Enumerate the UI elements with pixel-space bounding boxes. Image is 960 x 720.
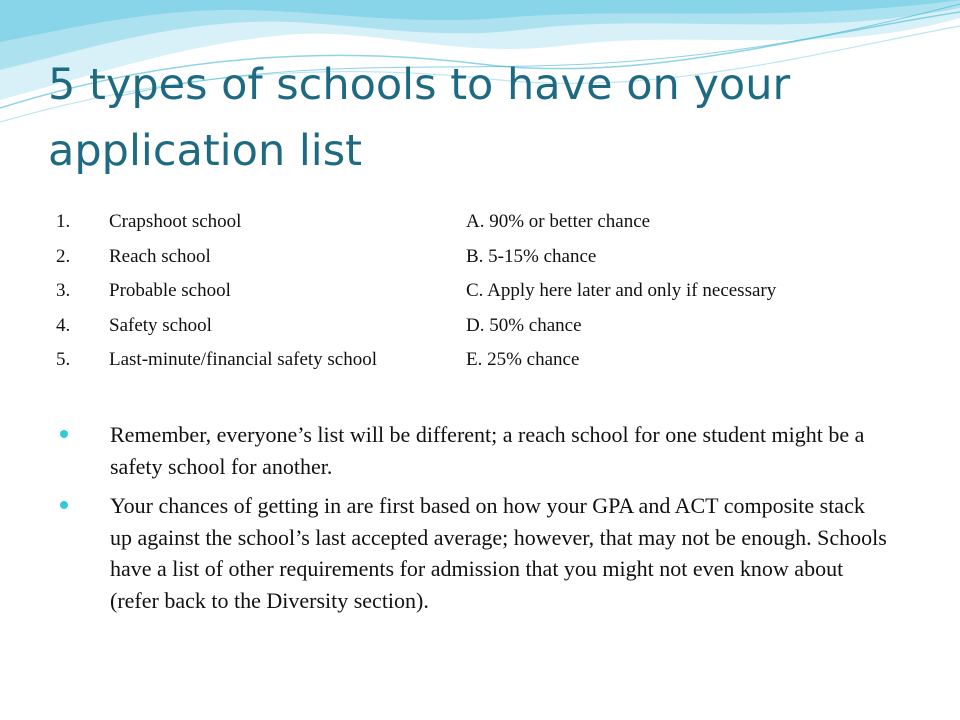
item-number: 4. [56, 314, 71, 336]
list-item [56, 240, 936, 275]
list-item [56, 343, 936, 378]
slide-title: 5 types of schools to have on your application list [48, 60, 791, 176]
item-number: 2. [56, 245, 71, 267]
chance-option: D. 50% chance [466, 314, 582, 336]
item-number: 3. [56, 280, 71, 302]
chance-option: A. 90% or better chance [466, 211, 651, 233]
bullet-item [60, 419, 890, 482]
school-type: Safety school [109, 314, 212, 336]
bullet-item [60, 490, 890, 616]
chance-option: B. 5-15% chance [466, 245, 597, 267]
chance-option: C. Apply here later and only if necessary [466, 280, 777, 302]
school-type: Reach school [109, 245, 211, 267]
list-item [56, 309, 936, 344]
bullet-points [60, 419, 890, 624]
school-type: Last-minute/financial safety school [109, 349, 378, 371]
bullet-text: Remember, everyone’s list will be different; a reach school for one student might be a safety school for another. [110, 422, 865, 479]
list-item [56, 274, 936, 309]
school-type: Probable school [109, 280, 231, 302]
bullet-text: Your chances of getting in are first based on how your GPA and ACT composite stack up against the school’s last accepted average; however, that may not be enough. Schools have a list of other requirements for admission that you might not even know about (refer back to the Diversity section). [110, 493, 887, 613]
list-item [56, 205, 936, 240]
item-number: 1. [56, 211, 71, 233]
school-type-list [56, 205, 936, 378]
bullet-dot-icon [60, 490, 110, 616]
chance-option: E. 25% chance [466, 349, 580, 371]
bullet-dot-icon [60, 419, 110, 482]
school-type: Crapshoot school [109, 211, 242, 233]
item-number: 5. [56, 349, 71, 371]
